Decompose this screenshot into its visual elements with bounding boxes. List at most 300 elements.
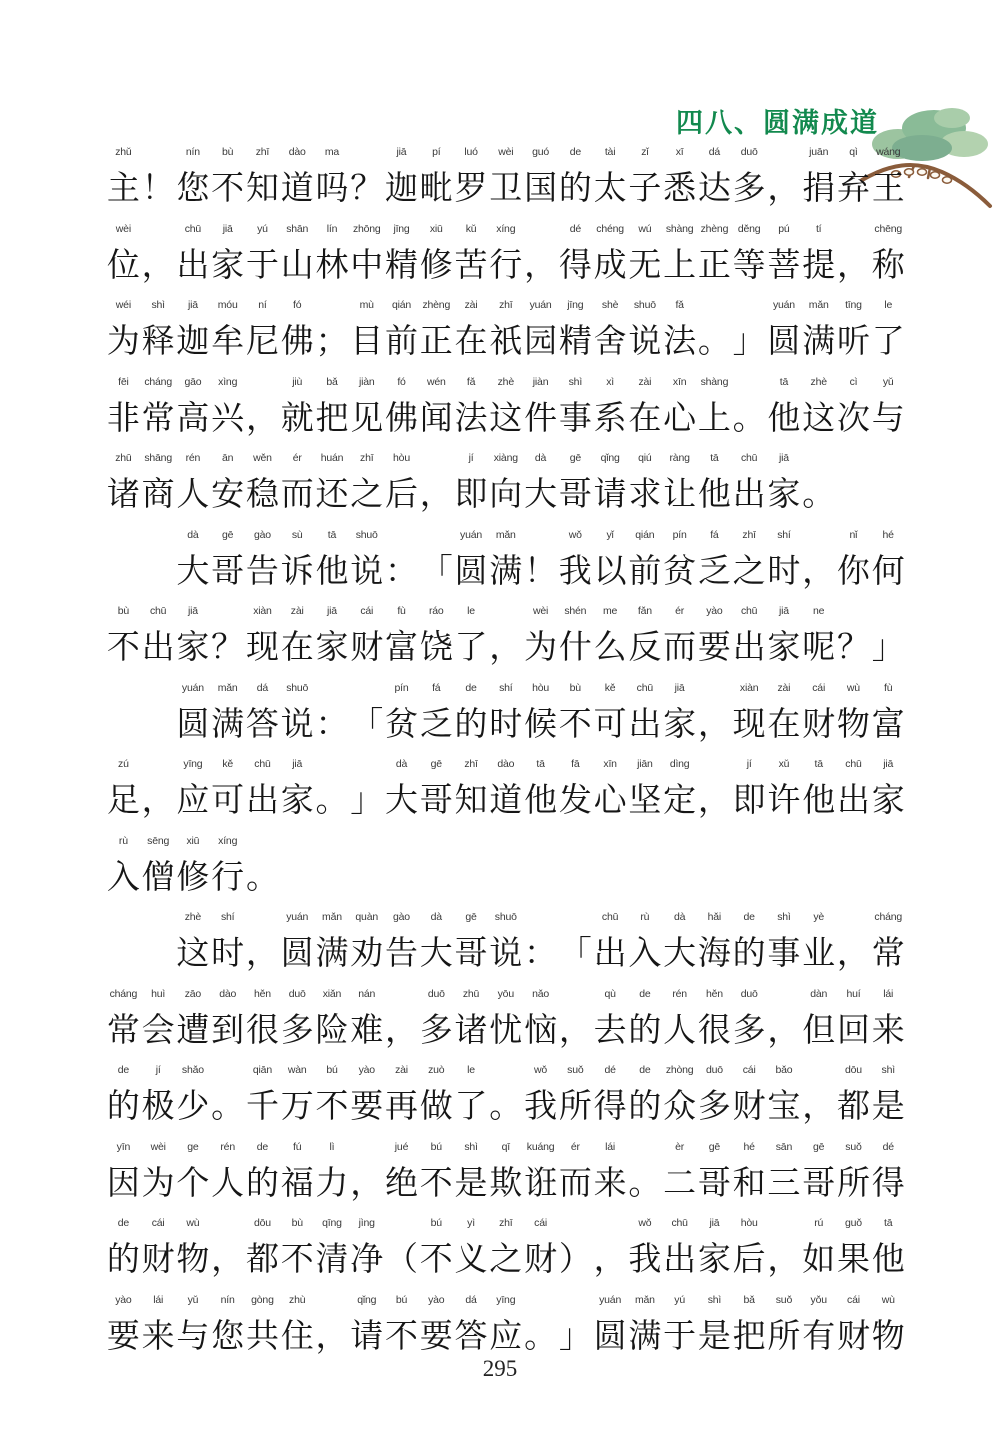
ruby-cell (627, 452, 662, 529)
hanzi-character: 有 (802, 1318, 836, 1355)
ruby-cell (767, 146, 802, 223)
pinyin-annotation: yuán (772, 299, 795, 311)
hanzi-character: ： (315, 706, 349, 743)
ruby-cell (210, 911, 245, 988)
ruby-cell (558, 299, 593, 376)
hanzi-character: 。 (245, 859, 279, 896)
page-number: 295 (482, 1356, 518, 1381)
pinyin-annotation: zhōng (352, 222, 381, 235)
pinyin-annotation: shàng (665, 222, 694, 235)
pinyin-annotation: yuán (286, 911, 309, 923)
pinyin-annotation: jiā (292, 758, 303, 770)
pinyin-annotation: jiā (778, 605, 789, 617)
hanzi-character: 不 (419, 1165, 453, 1202)
pinyin-annotation: chū (671, 1217, 688, 1229)
hanzi-character: 坚 (628, 783, 662, 819)
pinyin-annotation: cháng (109, 987, 138, 1000)
ruby-cell (801, 529, 836, 606)
pinyin-annotation: shāng (144, 452, 172, 464)
ruby-cell (523, 682, 558, 759)
pinyin-annotation: jiā (187, 299, 198, 311)
hanzi-character: 物 (871, 1318, 905, 1355)
ruby-cell (245, 758, 280, 835)
text-line (106, 299, 906, 376)
pinyin-annotation: mǎn (322, 911, 342, 923)
ruby-cell (315, 605, 350, 682)
hanzi-character: 家 (176, 630, 210, 666)
hanzi-character: 」 (558, 1318, 592, 1355)
hanzi-character: 菩 (767, 247, 801, 284)
pinyin-annotation: jiā (187, 605, 198, 617)
pinyin-annotation: ní (258, 299, 267, 311)
pinyin-annotation: chū (184, 222, 202, 235)
ruby-cell (280, 452, 315, 529)
pinyin-annotation: tā (536, 758, 545, 770)
hanzi-character: ， (141, 783, 175, 819)
hanzi-character: 圆 (454, 553, 488, 590)
hanzi-character: 众 (663, 1089, 697, 1125)
pinyin-annotation: gē (813, 1140, 825, 1153)
pinyin-annotation: bú (430, 1217, 442, 1229)
ruby-cell (454, 223, 489, 300)
hanzi-character: ， (697, 706, 731, 743)
hanzi-character: ， (350, 1165, 384, 1202)
hanzi-character: 是 (697, 1318, 731, 1355)
pinyin-annotation: de (117, 1217, 130, 1229)
ruby-cell (767, 605, 802, 682)
hanzi-character: 他 (802, 783, 836, 819)
ruby-cell (349, 911, 384, 988)
ruby-cell (176, 452, 211, 529)
pinyin-annotation: suǒ (567, 1064, 584, 1076)
hanzi-character: 出 (141, 630, 175, 666)
pinyin-annotation: dá (465, 1293, 477, 1306)
pinyin-annotation: xī (675, 146, 684, 158)
pinyin-annotation: huán (320, 452, 344, 464)
hanzi-character: 林 (315, 247, 349, 284)
pinyin-annotation: dá (256, 681, 269, 694)
pinyin-annotation: gē (708, 1140, 721, 1153)
hanzi-character: 圆 (176, 706, 210, 743)
pinyin-annotation: fù (884, 681, 893, 694)
pinyin-annotation: bǎo (775, 1064, 793, 1076)
hanzi-character: 而 (558, 1165, 592, 1202)
pinyin-annotation: xì (606, 375, 614, 388)
pinyin-annotation: qī (501, 1140, 510, 1153)
ruby-cell (732, 911, 767, 988)
ruby-cell (419, 223, 454, 300)
pinyin-annotation: tā (327, 528, 337, 541)
ruby-cell (488, 376, 523, 453)
pinyin-annotation: wǒ (638, 1217, 652, 1229)
hanzi-character: 和 (732, 1165, 766, 1202)
hanzi-character: 这 (802, 400, 836, 437)
pinyin-annotation: lái (153, 1293, 164, 1306)
ruby-cell (384, 223, 419, 300)
hanzi-character: 这 (176, 936, 210, 972)
ruby-cell (280, 605, 315, 682)
ruby-cell (384, 988, 419, 1065)
pinyin-annotation: mǎn (495, 528, 516, 541)
hanzi-character: 正 (419, 324, 453, 360)
pinyin-annotation: fǎ (466, 375, 476, 388)
ruby-cell (871, 376, 906, 453)
ruby-cell (488, 146, 523, 223)
hanzi-character: 得 (558, 247, 592, 284)
pinyin-annotation: sù (291, 528, 303, 541)
pinyin-annotation: dà (534, 452, 547, 464)
hanzi-character: 但 (802, 1012, 836, 1049)
pinyin-annotation: jìng (358, 1217, 375, 1229)
hanzi-character: 圆 (593, 1318, 627, 1355)
pinyin-annotation: zài (290, 605, 304, 617)
ruby-cell (106, 835, 141, 912)
pinyin-annotation: dà (430, 911, 442, 923)
pinyin-annotation: zài (395, 1064, 408, 1076)
hanzi-character: 等 (732, 247, 766, 284)
pinyin-annotation: shì (568, 375, 583, 388)
hanzi-character: 劝 (350, 936, 384, 972)
ruby-cell (141, 146, 176, 223)
hanzi-character: 「 (558, 936, 592, 972)
ruby-cell (836, 529, 871, 606)
ruby-cell (141, 299, 176, 376)
pinyin-annotation: nǐ (849, 528, 858, 541)
pinyin-annotation: yào (428, 1293, 445, 1306)
hanzi-character: 的 (454, 706, 488, 743)
hanzi-character: 很 (245, 1012, 279, 1049)
hanzi-character: 。 (315, 783, 349, 819)
pinyin-annotation: jiā (396, 146, 407, 158)
hanzi-character: 祇 (489, 324, 523, 360)
pinyin-annotation: zhè (497, 375, 514, 388)
pinyin-annotation: kě (222, 758, 234, 770)
ruby-cell (732, 299, 767, 376)
hanzi-character: ， (767, 1242, 801, 1278)
ruby-cell (315, 1064, 350, 1141)
ruby-cell (176, 223, 211, 300)
ruby-cell (210, 682, 245, 759)
pinyin-annotation: de (465, 681, 477, 694)
ruby-cell (871, 758, 906, 835)
ruby-cell (245, 376, 280, 453)
hanzi-character: 。 (489, 1089, 523, 1125)
hanzi-character: 向 (489, 477, 523, 513)
ruby-cell (871, 1141, 906, 1218)
hanzi-character: 三 (767, 1165, 801, 1202)
hanzi-character: 时 (211, 936, 245, 972)
ruby-cell (419, 1064, 454, 1141)
pinyin-annotation: jí (155, 1064, 161, 1076)
ruby-cell (210, 529, 245, 606)
ruby-cell (732, 376, 767, 453)
ruby-cell (315, 146, 350, 223)
pinyin-annotation: jí (468, 452, 474, 464)
pinyin-annotation: duō (427, 987, 445, 1000)
hanzi-character: 了 (454, 630, 488, 666)
pinyin-annotation: jiā (674, 681, 685, 694)
hanzi-character: ？ (350, 171, 384, 207)
pinyin-annotation: cái (151, 1217, 165, 1229)
ruby-cell (732, 1141, 767, 1218)
pinyin-annotation: gē (222, 528, 234, 541)
ruby-cell (523, 529, 558, 606)
ruby-cell (523, 1064, 558, 1141)
ruby-cell (488, 223, 523, 300)
pinyin-annotation: shì (777, 911, 791, 923)
hanzi-character: 」 (871, 630, 905, 666)
pinyin-annotation: qián (635, 528, 655, 541)
ruby-cell (558, 452, 593, 529)
ruby-cell (523, 1141, 558, 1218)
pinyin-annotation: chū (636, 681, 653, 694)
pinyin-annotation: gào (253, 528, 271, 541)
ruby-cell (349, 146, 384, 223)
hanzi-character: 出 (245, 783, 279, 819)
hanzi-character: 什 (558, 630, 592, 666)
ruby-cell (836, 988, 871, 1065)
hanzi-character: 多 (732, 1012, 766, 1049)
pinyin-annotation: wǒ (534, 1064, 548, 1076)
hanzi-character: 而 (663, 630, 697, 666)
pinyin-annotation: bù (291, 1217, 303, 1229)
hanzi-character: 」 (350, 783, 384, 819)
ruby-cell (488, 988, 523, 1065)
ruby-cell (210, 758, 245, 835)
ruby-cell (697, 452, 732, 529)
hanzi-character: 做 (419, 1089, 453, 1125)
hanzi-character: 出 (836, 783, 870, 819)
hanzi-character: 次 (836, 400, 870, 437)
hanzi-character: 发 (558, 783, 592, 819)
pinyin-annotation: ràng (669, 452, 690, 464)
hanzi-character: 他 (315, 553, 349, 590)
ruby-cell (176, 758, 211, 835)
ruby-cell (245, 452, 280, 529)
pinyin-annotation: de (743, 911, 755, 923)
pinyin-annotation: shì (881, 1064, 895, 1076)
ruby-cell (627, 529, 662, 606)
ruby-cell (454, 299, 489, 376)
hanzi-character: 把 (315, 400, 349, 437)
hanzi-character: 的 (628, 1089, 662, 1125)
hanzi-character: 事 (558, 400, 592, 437)
ruby-cell (280, 529, 315, 606)
pinyin-annotation: hòu (393, 452, 410, 464)
ruby-cell (141, 223, 176, 300)
hanzi-character: 后 (732, 1242, 766, 1278)
pinyin-annotation: qián (391, 299, 412, 311)
pinyin-annotation: le (884, 299, 893, 311)
pinyin-annotation: zāo (184, 987, 202, 1000)
ruby-cell (662, 223, 697, 300)
pinyin-annotation: ma (324, 146, 340, 158)
hanzi-character: 答 (245, 706, 279, 743)
pinyin-annotation: bù (117, 605, 130, 617)
ruby-cell (697, 1064, 732, 1141)
ruby-cell (523, 1217, 558, 1294)
text-line (106, 911, 906, 988)
pinyin-annotation: gē (430, 758, 442, 770)
hanzi-character: 他 (767, 400, 801, 437)
hanzi-character: 不 (419, 1242, 453, 1278)
pinyin-annotation: me (603, 605, 618, 617)
pinyin-annotation: tā (779, 375, 789, 388)
ruby-cell (801, 1217, 836, 1294)
ruby-cell (801, 146, 836, 223)
pinyin-annotation: fù (397, 605, 406, 617)
hanzi-character: 我 (628, 1242, 662, 1278)
hanzi-character: 请 (350, 1318, 384, 1355)
ruby-cell (558, 988, 593, 1065)
ruby-cell (419, 988, 454, 1065)
pinyin-annotation: shí (220, 911, 235, 923)
ruby-cell (454, 988, 489, 1065)
ruby-cell (106, 146, 141, 223)
ruby-cell (245, 605, 280, 682)
hanzi-character: 僧 (141, 859, 175, 896)
ruby-cell (419, 682, 454, 759)
ruby-cell (662, 1064, 697, 1141)
ruby-cell (419, 1141, 454, 1218)
hanzi-character: 不 (280, 1242, 314, 1278)
hanzi-character: 求 (628, 477, 662, 513)
pinyin-annotation: lín (326, 222, 338, 235)
ruby-cell (384, 146, 419, 223)
ruby-cell (245, 1217, 280, 1294)
pinyin-annotation: zhòng (665, 1064, 694, 1076)
pinyin-annotation: ráo (428, 605, 444, 617)
ruby-cell (384, 1141, 419, 1218)
ruby-cell (836, 299, 871, 376)
hanzi-character: 果 (836, 1242, 870, 1278)
hanzi-character: 高 (176, 400, 210, 437)
ruby-cell (454, 1141, 489, 1218)
hanzi-character: 释 (141, 324, 175, 360)
pinyin-annotation: jiā (222, 222, 233, 235)
pinyin-annotation: guó (532, 146, 550, 158)
hanzi-character: 不 (106, 630, 140, 666)
hanzi-character: 足 (106, 783, 140, 819)
hanzi-character: 要 (697, 630, 731, 666)
hanzi-character: 法 (663, 324, 697, 360)
hanzi-character: 家 (871, 783, 905, 819)
hanzi-character: 尼 (245, 324, 279, 360)
hanzi-character: 位 (106, 247, 140, 284)
pinyin-annotation: yuán (599, 1293, 622, 1306)
hanzi-character: 福 (280, 1165, 314, 1202)
hanzi-character: 人 (663, 1012, 697, 1049)
hanzi-character: 要 (350, 1089, 384, 1125)
text-line (106, 146, 906, 223)
ruby-cell (315, 1141, 350, 1218)
hanzi-character: 应 (489, 1318, 523, 1355)
ruby-cell (349, 452, 384, 529)
ruby-cell (176, 911, 211, 988)
ruby-cell (871, 1064, 906, 1141)
pinyin-annotation: yuán (460, 528, 482, 541)
ruby-cell (210, 988, 245, 1065)
hanzi-character: 出 (628, 706, 662, 743)
pinyin-annotation: děng (737, 222, 761, 235)
pinyin-annotation: wèi (498, 146, 514, 158)
pinyin-annotation: yú (257, 222, 268, 235)
pinyin-annotation: huì (151, 987, 166, 1000)
ruby-cell (523, 146, 558, 223)
pinyin-annotation: yú (674, 1293, 685, 1306)
hanzi-character: 让 (663, 477, 697, 513)
hanzi-character: 住 (280, 1318, 314, 1355)
ruby-cell (419, 911, 454, 988)
hanzi-character: 来 (871, 1012, 905, 1049)
ruby-cell (315, 299, 350, 376)
ruby-cell (349, 605, 384, 682)
ruby-cell (349, 529, 384, 606)
hanzi-character: 常 (871, 936, 905, 972)
hanzi-character: 来 (593, 1165, 627, 1202)
pinyin-annotation: cái (742, 1064, 756, 1076)
pinyin-annotation: huí (846, 987, 861, 1000)
pinyin-annotation: kǔ (465, 222, 477, 235)
pinyin-annotation: dà (187, 528, 199, 541)
pinyin-annotation: zǐ (641, 146, 649, 158)
ruby-cell (767, 299, 802, 376)
ruby-cell (523, 911, 558, 988)
hanzi-character: 王 (871, 171, 905, 207)
hanzi-character: 兴 (211, 400, 245, 437)
ruby-cell (245, 223, 280, 300)
pinyin-annotation: chēng (874, 222, 903, 235)
hanzi-character: 因 (106, 1165, 140, 1202)
hanzi-character: 之 (350, 477, 384, 513)
hanzi-character: 乏 (419, 706, 453, 743)
ruby-cell (106, 758, 141, 835)
hanzi-character: 我 (524, 1089, 558, 1125)
pinyin-annotation: suǒ (845, 1140, 862, 1153)
ruby-cell (801, 376, 836, 453)
pinyin-annotation: xiū (186, 834, 200, 847)
hanzi-character: 闻 (419, 400, 453, 437)
text-line (106, 682, 906, 759)
ruby-cell (523, 758, 558, 835)
pinyin-annotation: qīng (322, 1217, 342, 1229)
pinyin-annotation: rén (220, 1140, 235, 1153)
hanzi-character: 这 (489, 400, 523, 437)
pinyin-annotation: jiān (637, 758, 653, 770)
ruby-cell (697, 758, 732, 835)
hanzi-character: 家 (697, 1242, 731, 1278)
pinyin-annotation: rù (118, 834, 128, 847)
pinyin-annotation: cái (847, 1293, 860, 1306)
pinyin-annotation: duō (288, 987, 306, 1000)
pinyin-annotation: yuán (181, 681, 204, 694)
hanzi-character: 欺 (489, 1165, 523, 1202)
hanzi-character: 前 (628, 553, 662, 590)
pinyin-annotation: dá (708, 146, 721, 158)
pinyin-annotation: duō (705, 1064, 723, 1076)
hanzi-character: 精 (385, 247, 418, 284)
hanzi-character: 就 (280, 400, 314, 437)
ruby-cell (871, 911, 906, 988)
hanzi-character: 富 (871, 706, 905, 743)
hanzi-character: 来 (141, 1318, 175, 1355)
ruby-cell (697, 376, 732, 453)
pinyin-annotation: hěn (253, 987, 271, 1000)
pinyin-annotation: wù (846, 681, 860, 694)
hanzi-character: 的 (732, 936, 766, 972)
ruby-cell (315, 529, 350, 606)
pinyin-annotation: gào (393, 911, 410, 923)
